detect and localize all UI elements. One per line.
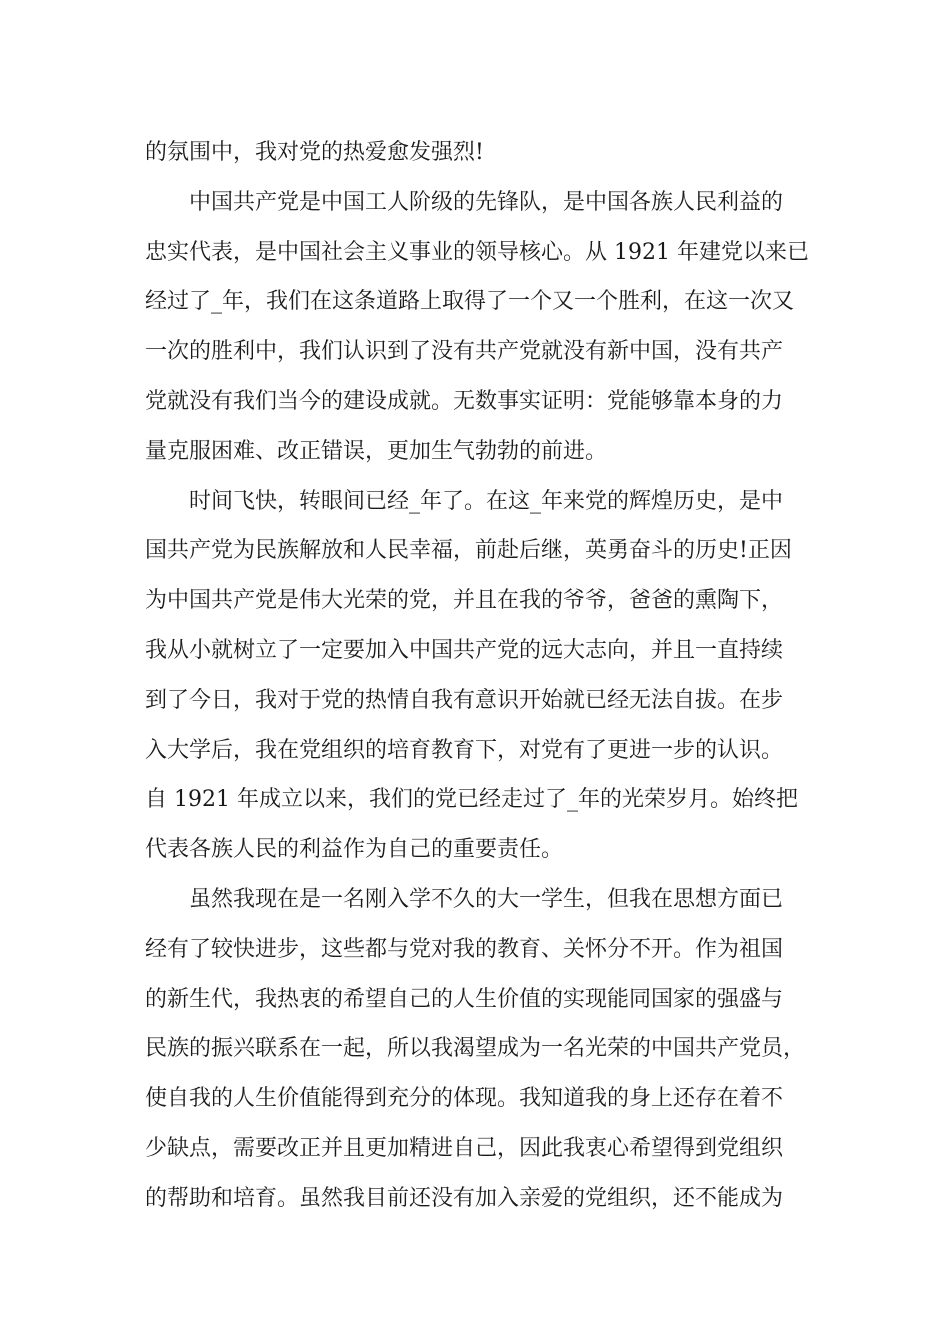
text-line: 的氛围中，我对党的热爱愈发强烈! [145,140,484,165]
document-body [145,128,809,1224]
text-line: 党就没有我们当今的建设成就。无数事实证明：党能够靠本身的力 [145,388,784,414]
text-line: 我从小就树立了一定要加入中国共产党的远大志向，并且一直持续 [145,637,784,663]
text-line: 国共产党为民族解放和人民幸福，前赴后继，英勇奋斗的历史!正因 [145,538,792,564]
text-line: 入大学后，我在党组织的培育教育下，对党有了更进一步的认识。 [145,737,784,763]
text-line: 量克服困难、改正错误，更加生气勃勃的前进。 [145,438,608,464]
text-line: 民族的振兴联系在一起，所以我渴望成为一名光荣的中国共产党员， [145,1036,806,1062]
text-line: 为中国共产党是伟大光荣的党，并且在我的爷爷，爸爸的熏陶下， [145,588,784,614]
text-line: 自 1921 年成立以来，我们的党已经走过了_年的光荣岁月。始终把 [145,787,798,813]
paragraph-first-line: 时间飞快，转眼间已经_年了。在这_年来党的辉煌历史，是中 [189,488,784,514]
paragraph-first-line: 中国共产党是中国工人阶级的先锋队，是中国各族人民利益的 [189,189,784,215]
text-line: 使自我的人生价值能得到充分的体现。我知道我的身上还存在着不 [145,1086,784,1112]
text-line: 到了今日，我对于党的热情自我有意识开始就已经无法自拔。在步 [145,687,784,713]
text-line: 的新生代，我热衷的希望自己的人生价值的实现能同国家的强盛与 [145,986,784,1012]
text-line: 的帮助和培育。虽然我目前还没有加入亲爱的党组织，还不能成为 [145,1185,784,1211]
text-line: 一次的胜利中，我们认识到了没有共产党就没有新中国，没有共产 [145,339,784,365]
text-line: 少缺点，需要改正并且更加精进自己，因此我衷心希望得到党组织 [145,1135,784,1161]
paragraph-first-line: 虽然我现在是一名刚入学不久的大一学生，但我在思想方面已 [189,886,784,912]
text-line: 经有了较快进步，这些都与党对我的教育、关怀分不开。作为祖国 [145,936,784,962]
text-line: 忠实代表，是中国社会主义事业的领导核心。从 1921 年建党以来已 [145,239,809,265]
text-line: 经过了_年，我们在这条道路上取得了一个又一个胜利，在这一次又 [145,289,795,315]
text-line: 代表各族人民的利益作为自己的重要责任。 [145,837,564,863]
